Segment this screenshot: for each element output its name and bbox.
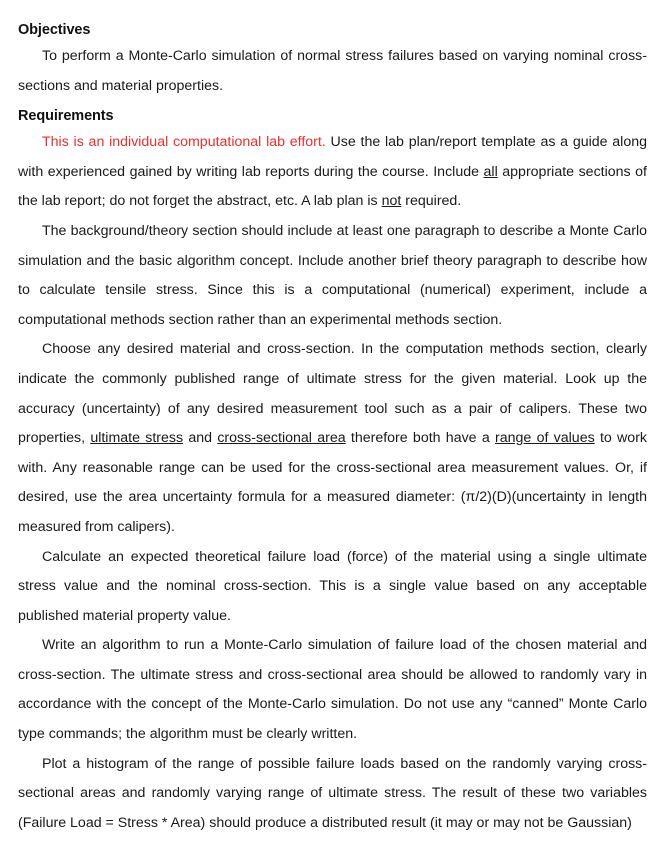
p1-text-c: required. <box>401 193 462 210</box>
p3-text-d: to work with. Any reasonable range can be used for the cross-sectional area measurement values. Or, if desired, use the area uncertainty formula for a measured diameter: (π/2)(D)(uncertainty in length measured from calipers). <box>18 430 648 535</box>
requirements-paragraph-1 <box>18 128 647 217</box>
p3-text-b: and <box>183 430 218 447</box>
requirements-paragraph-5: Write an algorithm to run a Monte-Carlo simulation of failure load of the chosen material and cross-section. The ultimate stress and cross-sectional area should be allowed to randomly vary in accordance with the concept of the Monte-Carlo simulation. Do not use any “canned” Monte Carlo type commands; the algorithm must be clearly written. <box>18 637 647 743</box>
p3-underline-cross-sectional-area: cross-sectional area <box>217 430 346 447</box>
requirements-paragraph-3 <box>18 335 647 542</box>
p1-underline-not: not <box>381 193 402 210</box>
p3-underline-range-of-values: range of values <box>495 430 595 447</box>
requirements-heading: Requirements <box>18 108 114 125</box>
requirements-paragraph-2: The background/theory section should include at least one paragraph to describe a Monte Carlo simulation and the basic algorithm concept. Include another brief theory paragraph to describe how to calculate tensile stress. Since this is a computational (numerical) experiment, include a computational methods section rather than an experimental methods section. <box>18 222 647 328</box>
objectives-paragraph: To perform a Monte-Carlo simulation of normal stress failures based on varying nominal cross-sections and material properties. <box>18 48 647 94</box>
p3-text-a: Choose any desired material and cross-section. In the computation methods section, clearly indicate the commonly published range of ultimate stress for the given material. Look up the accuracy (uncertainty) of any desired measurement tool such as a pair of calipers. These two properties, <box>18 341 647 447</box>
p1-text-a: Use the lab plan/report template as a guide along with experienced gained by writing lab reports during the course. Include <box>18 134 648 180</box>
individual-effort-notice: This is an individual computational lab effort. <box>42 134 326 151</box>
p3-text-c: therefore both have a <box>345 430 496 447</box>
p1-text-b: appropriate sections of the lab report; do not forget the abstract, etc. A lab plan is <box>18 163 647 210</box>
objectives-heading: Objectives <box>18 22 91 38</box>
p1-underline-all: all <box>483 163 498 180</box>
requirements-paragraph-4: Calculate an expected theoretical failure load (force) of the material using a single ultimate stress value and the nominal cross-section. This is a single value based on any acceptable published material property value. <box>18 548 647 624</box>
requirements-paragraph-6: Plot a histogram of the range of possible failure loads based on the randomly varying cross-sectional areas and randomly varying range of ultimate stress. The result of these two variables (Failure Load = Stress * Area) should produce a distributed result (it may or may not be Gaussian) <box>18 755 647 831</box>
p3-underline-ultimate-stress: ultimate stress <box>90 430 184 447</box>
